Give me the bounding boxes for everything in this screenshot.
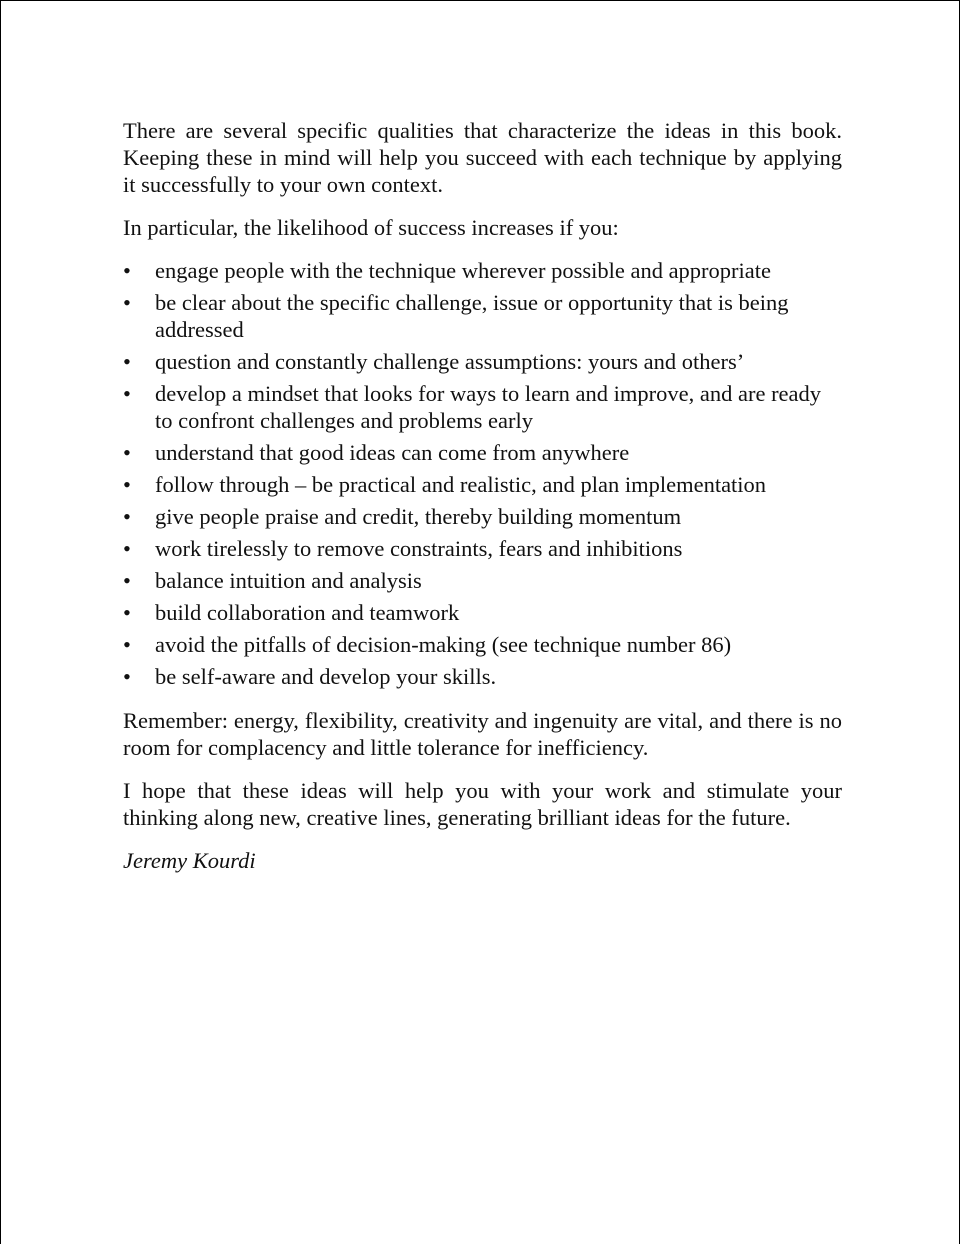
list-item-text: follow through – be practical and realistic, and plan implementation (155, 472, 767, 497)
list-item (123, 289, 842, 343)
list-item-text: give people praise and credit, thereby building momentum (155, 504, 682, 529)
list-item (123, 599, 842, 626)
list-item-text: build collaboration and teamwork (155, 600, 460, 625)
list-item (123, 567, 842, 594)
list-item (123, 535, 842, 562)
list-item-text: question and constantly challenge assumptions: yours and others’ (155, 349, 745, 374)
bullet-icon: • (123, 568, 131, 593)
bullet-icon: • (123, 536, 131, 561)
closing-paragraph: I hope that these ideas will help you with your work and stimulate your thinking along new, creative lines, generating brilliant ideas for the future. (123, 778, 842, 830)
list-item-text: balance intuition and analysis (155, 568, 422, 593)
remember-paragraph: Remember: energy, flexibility, creativity and ingenuity are vital, and there is no room for complacency and little tolerance for inefficiency. (123, 708, 842, 760)
lead-paragraph: In particular, the likelihood of success increases if you: (123, 215, 619, 240)
list-item (123, 348, 842, 375)
bullet-icon: • (123, 349, 131, 374)
list-item-text: work tirelessly to remove constraints, fears and inhibitions (155, 536, 683, 561)
list-item (123, 257, 842, 284)
list-item (123, 439, 842, 466)
intro-paragraph: There are several specific qualities that characterize the ideas in this book. Keeping these in mind will help you succeed with each technique by applying it successfully to your own context. (123, 118, 842, 197)
bullet-icon: • (123, 472, 131, 497)
list-item-text: develop a mindset that looks for ways to learn and improve, and are ready to confront challenges and problems early (155, 381, 822, 433)
success-factors-list (123, 257, 842, 690)
bullet-icon: • (123, 258, 131, 283)
bullet-icon: • (123, 664, 131, 689)
list-item (123, 663, 842, 690)
list-item (123, 471, 842, 498)
list-item-text: be self-aware and develop your skills. (155, 664, 497, 689)
bullet-icon: • (123, 381, 131, 406)
list-item (123, 380, 842, 434)
bullet-icon: • (123, 632, 131, 657)
bullet-icon: • (123, 440, 131, 465)
bullet-icon: • (123, 600, 131, 625)
list-item (123, 631, 842, 658)
bullet-icon: • (123, 504, 131, 529)
list-item-text: avoid the pitfalls of decision-making (see technique number 86) (155, 632, 732, 657)
bullet-icon: • (123, 290, 131, 315)
page-content (123, 117, 842, 874)
list-item (123, 503, 842, 530)
list-item-text: engage people with the technique wherever possible and appropriate (155, 258, 772, 283)
author-signature: Jeremy Kourdi (123, 848, 256, 873)
list-item-text: understand that good ideas can come from anywhere (155, 440, 630, 465)
list-item-text: be clear about the specific challenge, issue or opportunity that is being addressed (155, 290, 789, 342)
